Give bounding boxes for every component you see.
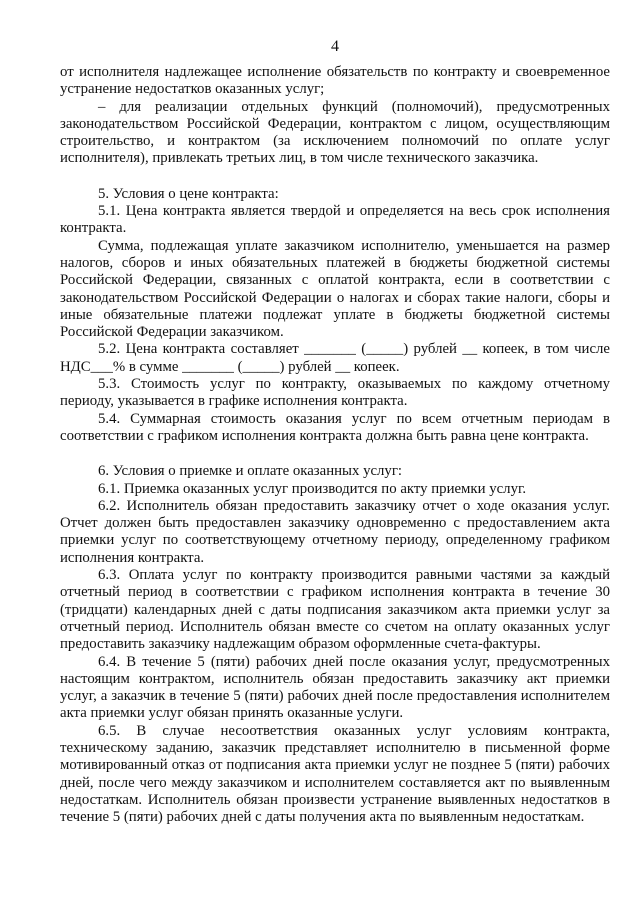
paragraph-6-1: 6.1. Приемка оказанных услуг производится по акту приемки услуг.: [98, 480, 527, 497]
paragraph-6-3: 6.3. Оплата услуг по контракту производится равными частями за каждый отчетный период в соответствии с графиком исполнения контракта в течение 30 (тридцати) календарных дней с даты подписания заказчиком акта приемки услуг за отчетный период. Исполнитель обязан вместе со счетом на оплату оказанных услуг предоставить заказчику надлежащим образом оформленные счета-фактуры.: [60, 567, 610, 653]
document-page: [60, 38, 610, 826]
paragraph-5-2: 5.2. Цена контракта составляет _______ (_____) рублей __ копеек, в том числе НДС___% в сумме _______ (_____) рублей __ копеек.: [60, 341, 610, 375]
page-number: 4: [331, 38, 339, 55]
paragraph-5-4: 5.4. Суммарная стоимость оказания услуг по всем отчетным периодам в соответствии с графиком исполнения контракта должна быть равна цене контракта.: [60, 410, 610, 444]
section-gap: [60, 445, 610, 463]
paragraph-5-3: 5.3. Стоимость услуг по контракту, оказываемых по каждому отчетному периоду, указывается в графике исполнения контракта.: [60, 376, 610, 410]
paragraph-6-2: 6.2. Исполнитель обязан предоставить заказчику отчет о ходе оказания услуг. Отчет должен быть предоставлен заказчику одновременно с предоставлением акта приемки услуг по соответствующему отчетному периоду, определенному графиком исполнения контракта.: [60, 497, 610, 566]
section-6-heading: 6. Условия о приемке и оплате оказанных услуг:: [98, 463, 402, 480]
paragraph-6-5: 6.5. В случае несоответствия оказанных услуг условиям контракта, техническому заданию, заказчик представляет исполнителю в письменной форме мотивированный отказ от подписания акта приемки услуг не позднее 5 (пяти) рабочих дней, после чего между заказчиком и исполнителем составляется акт по выявленным недостаткам. Исполнитель обязан произвести устранение выявленных недостатков в течение 5 (пяти) рабочих дней с даты получения акта по выявленным недостаткам.: [60, 722, 610, 826]
section-5-heading: 5. Условия о цене контракта:: [98, 185, 279, 202]
paragraph-obligations-tail: от исполнителя надлежащее исполнение обязательств по контракту и своевременное устранение недостатков оказанных услуг;: [60, 64, 610, 98]
paragraph-third-parties: – для реализации отдельных функций (полномочий), предусмотренных законодательством Российской Федерации, контрактом с лицом, осуществляющим строительство, и контрактом (за исключением полномочий по оплате услуг исполнителя), привлекать третьих лиц, в том числе технического заказчика.: [60, 98, 610, 167]
section-gap: [60, 168, 610, 186]
paragraph-6-4: 6.4. В течение 5 (пяти) рабочих дней после оказания услуг, предусмотренных настоящим контрактом, исполнитель обязан предоставить заказчику акт приемки услуг, а заказчик в течение 5 (пяти) рабочих дней после предоставления исполнителем акта приемки услуг обязан принять оказанные услуги.: [60, 653, 610, 722]
paragraph-5-1: 5.1. Цена контракта является твердой и определяется на весь срок исполнения контракта.: [60, 203, 610, 237]
paragraph-5-1-sum: Сумма, подлежащая уплате заказчиком исполнителю, уменьшается на размер налогов, сборов и иных обязательных платежей в бюджеты бюджетной системы Российской Федерации, связанных с оплатой контракта, если в соответствии с законодательством Российской Федерации о налогах и сборах такие налоги, сборы и иные обязательные платежи подлежат уплате в бюджеты бюджетной системы Российской Федерации заказчиком.: [60, 237, 610, 341]
